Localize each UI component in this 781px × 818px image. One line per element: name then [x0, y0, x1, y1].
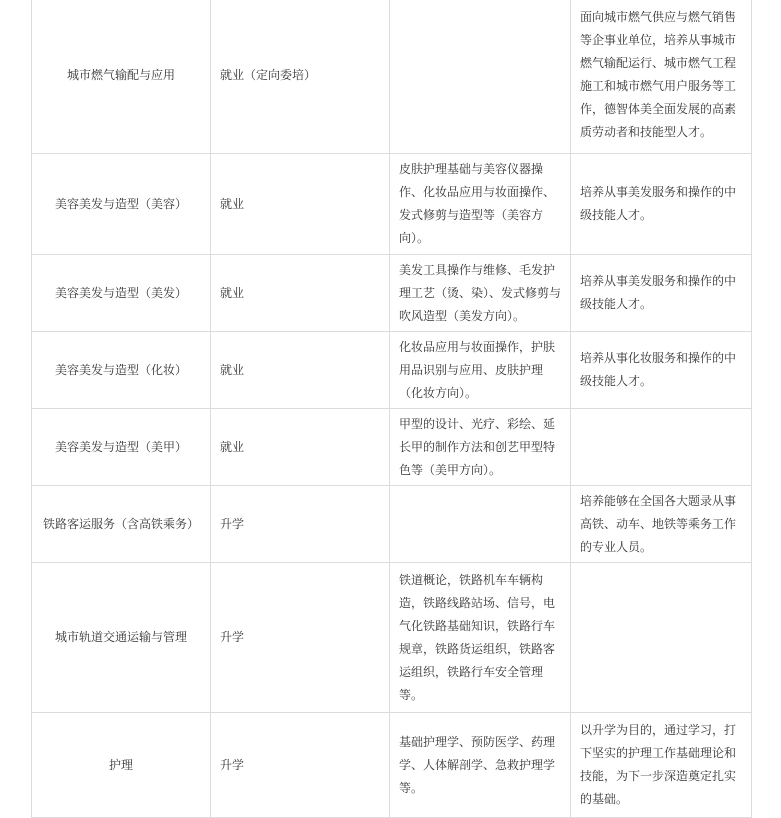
courses-cell: 美发工具操作与维修、毛发护理工艺（烫、染）、发式修剪与吹风造型（美发方向）。	[390, 255, 571, 332]
goal-cell: 培养从事美发服务和操作的中级技能人才。	[571, 154, 752, 255]
category-cell: 就业	[211, 255, 390, 332]
category-cell: 就业（定向委培）	[211, 0, 390, 154]
table-row	[32, 486, 752, 563]
courses-cell: 皮肤护理基础与美容仪器操作、化妆品应用与妆面操作、发式修剪与造型等（美容方向）。	[390, 154, 571, 255]
courses-cell	[390, 486, 571, 563]
table-row	[32, 154, 752, 255]
table-row	[32, 332, 752, 409]
category-cell: 升学	[211, 713, 390, 818]
goal-cell: 以升学为目的，通过学习，打下坚实的护理工作基础理论和技能，为下一步深造奠定扎实的基础。	[571, 713, 752, 818]
program-table	[31, 0, 752, 818]
courses-cell: 化妆品应用与妆面操作，护肤用品识别与应用、皮肤护理（化妆方向）。	[390, 332, 571, 409]
courses-cell	[390, 0, 571, 154]
major-cell: 美容美发与造型（美容）	[32, 154, 211, 255]
table-row	[32, 713, 752, 818]
table-row	[32, 0, 752, 154]
major-cell: 城市燃气输配与应用	[32, 0, 211, 154]
major-cell: 美容美发与造型（美甲）	[32, 409, 211, 486]
goal-cell	[571, 563, 752, 713]
category-cell: 升学	[211, 486, 390, 563]
major-cell: 城市轨道交通运输与管理	[32, 563, 211, 713]
category-cell: 就业	[211, 409, 390, 486]
category-cell: 就业	[211, 332, 390, 409]
courses-cell: 甲型的设计、光疗、彩绘、延长甲的制作方法和创艺甲型特色等（美甲方向）。	[390, 409, 571, 486]
category-cell: 升学	[211, 563, 390, 713]
table-row	[32, 563, 752, 713]
major-cell: 铁路客运服务（含高铁乘务）	[32, 486, 211, 563]
table-row	[32, 255, 752, 332]
goal-cell: 培养从事化妆服务和操作的中级技能人才。	[571, 332, 752, 409]
major-cell: 美容美发与造型（美发）	[32, 255, 211, 332]
courses-cell: 基础护理学、预防医学、药理学、人体解剖学、急救护理学等。	[390, 713, 571, 818]
goal-cell: 面向城市燃气供应与燃气销售等企事业单位，培养从事城市燃气输配运行、城市燃气工程施工和城市燃气用户服务等工作，德智体美全面发展的高素质劳动者和技能型人才。	[571, 0, 752, 154]
goal-cell: 培养从事美发服务和操作的中级技能人才。	[571, 255, 752, 332]
table-row	[32, 409, 752, 486]
courses-cell: 铁道概论，铁路机车车辆构造，铁路线路站场、信号，电气化铁路基础知识，铁路行车规章，铁路货运组织，铁路客运组织，铁路行车安全管理等。	[390, 563, 571, 713]
goal-cell: 培养能够在全国各大题录从事高铁、动车、地铁等乘务工作的专业人员。	[571, 486, 752, 563]
goal-cell	[571, 409, 752, 486]
major-cell: 护理	[32, 713, 211, 818]
major-cell: 美容美发与造型（化妆）	[32, 332, 211, 409]
category-cell: 就业	[211, 154, 390, 255]
